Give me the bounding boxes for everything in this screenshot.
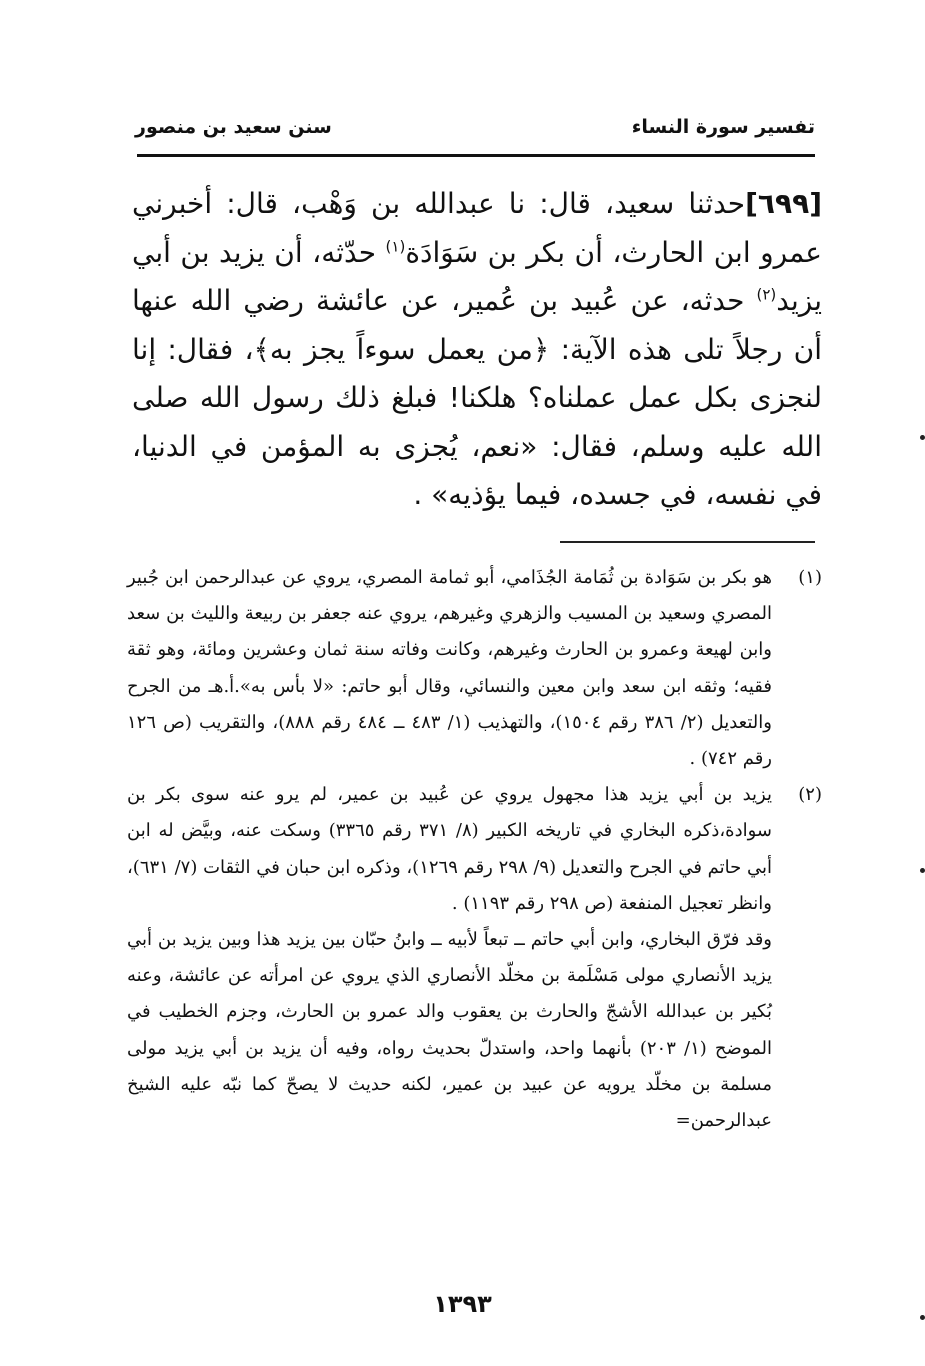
footnote-text: يزيد بن أبي يزيد هذا مجهول يروي عن عُبيد بن عمير، لم يرو عنه سوى بكر بن سوادة،ذكره البخاري في تاريخه الكبير (٨/ ٣٧١ رقم ٣٣٦٥) وسكت عنه، وبيَّض له ابن أبي حاتم في الجرح والتعديل (٩/ ٢٩٨ رقم ١٢٦٩)، وذكره ابن حبان في الثقات (٧/ ٦٣١)، وانظر تعجيل المنفعة (ص ٢٩٨ رقم ١١٩٣) . xyxy=(127,784,772,914)
hadith-isnad-1: حدثنا سعيد، قال: نا عبدالله بن وَهْب، قال: أخبرني عمرو ابن الحارث، أن بكر بن سَوَادَة xyxy=(132,187,822,269)
footnote-2 xyxy=(127,777,822,922)
footnotes xyxy=(127,560,822,1139)
scan-mark xyxy=(920,1315,925,1320)
series-title: سنن سعيد بن منصور xyxy=(135,116,332,138)
book-title: تفسير سورة النساء xyxy=(631,116,815,138)
running-header xyxy=(135,110,815,146)
hadith-text xyxy=(132,180,822,520)
hadith-number: [٦٩٩] xyxy=(745,187,822,220)
footnote-number: (١) xyxy=(798,567,822,588)
hadith-matn: حدثه، عن عُبيد بن عُمير، عن عائشة رضي الله عنها أن رجلاً تلى هذه الآية: ﴿من يعمل سوءاً يجز به﴾، فقال: إنا لنجزى بكل عمل عملناه؟ هلكنا! فبلغ ذلك رسول الله صلى الله عليه وسلم، فقال: «نعم، يُجزى به المؤمن في الدنيا، في نفسه، في جسده، فيما يؤذيه» . xyxy=(132,284,822,511)
footnote-2-continuation: وقد فرّق البخاري، وابن أبي حاتم ــ تبعاً لأبيه ــ وابنُ حبّان بين يزيد هذا وبين يزيد بن أبي يزيد الأنصاري مولى مَسْلَمة بن مخلّد الأنصاري الذي يروي عن امرأته عن عائشة، وعنه بُكير بن عبدالله الأشجّ والحارث بن يعقوب والد عمرو بن الحارث، وجزم الخطيب في الموضح (١/ ٢٠٣) بأنهما واحد، واستدلّ بحديث رواه، وفيه أن يزيد بن أبي يزيد مولى مسلمة بن مخلّد يرويه عن عبيد بن عمير، لكنه حديث لا يصحّ كما نبّه عليه الشيخ عبدالرحمن= xyxy=(127,929,772,1132)
footnote-text: هو بكر بن سَوَادة بن ثُمَامة الجُذَامي، أبو ثمامة المصري، يروي عن عبدالرحمن ابن جُبير المصري وسعيد بن المسيب والزهري وغيرهم، يروي عنه جعفر بن ربيعة والليث بن سعد وابن لهيعة وعمرو بن الحارث وغيرهم، وكانت وفاته سنة ثمان وعشرين ومائة، وهو ثقة فقيه؛ وثقه ابن سعد وابن معين والنسائي، وقال أبو حاتم: «لا بأس به».أ.هـ من الجرح والتعديل (٢/ ٣٨٦ رقم ١٥٠٤)، والتهذيب (١/ ٤٨٣ ــ ٤٨٤ رقم ٨٨٨)، والتقريب (ص ١٢٦ رقم ٧٤٢) . xyxy=(127,567,772,770)
hadith-paragraph xyxy=(132,180,822,520)
footnote-number: (٢) xyxy=(798,784,822,806)
hadith-isnad-2: حدّثه، أن يزيد بن أبي يزيد xyxy=(132,235,822,317)
header-rule xyxy=(137,154,815,157)
footnote-separator xyxy=(560,541,815,543)
footnote-ref-2: (٢) xyxy=(756,285,777,304)
scan-mark xyxy=(920,435,925,440)
footnote-1 xyxy=(127,560,822,777)
scan-mark xyxy=(920,868,925,873)
footnote-ref-1: (١) xyxy=(385,237,406,256)
page-number: ١٣٩٣ xyxy=(433,1290,492,1318)
